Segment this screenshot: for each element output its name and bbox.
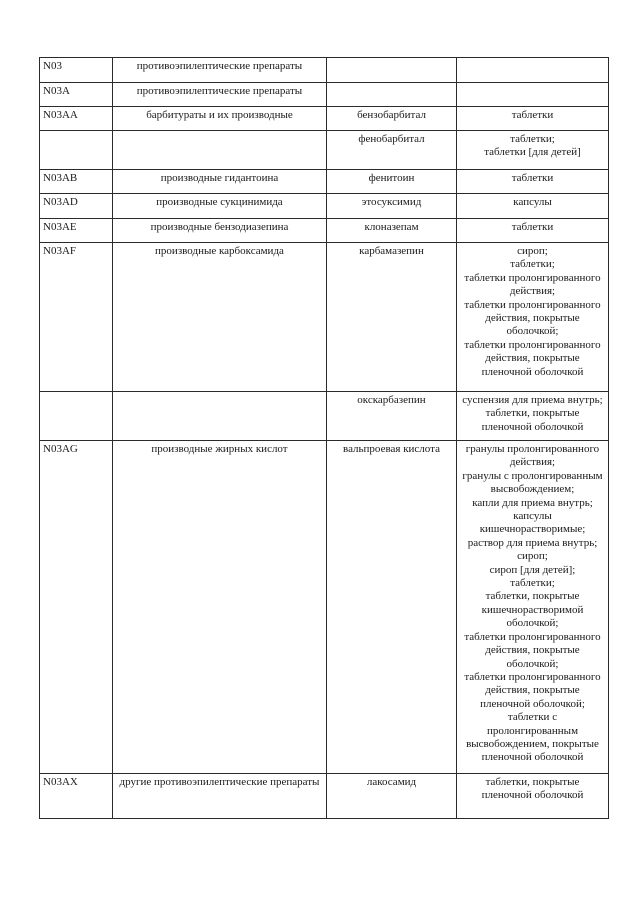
dosage-form-line: гранулы пролонгированного — [465, 443, 600, 455]
table-row — [40, 58, 609, 83]
dosage-form-line: пленочной оболочкой — [481, 365, 584, 378]
dosage-form-line: капли для приема внутрь; — [472, 496, 593, 509]
atc-code-cell: N03AB — [40, 170, 113, 194]
dosage-form-line: действия; — [509, 285, 556, 298]
dosage-form-line: таблетки, покрытые — [485, 776, 580, 788]
dosage-form-line: таблетки; — [510, 577, 555, 590]
dosage-form-line: сироп; — [517, 550, 548, 563]
table-row — [40, 194, 609, 219]
dosage-forms-cell — [457, 219, 609, 243]
dosage-form-line: капсулы — [513, 196, 552, 208]
atc-code-cell: N03AF — [40, 243, 113, 392]
table-row — [40, 219, 609, 243]
dosage-form-line: таблетки — [511, 221, 554, 233]
table-row — [40, 107, 609, 131]
pharmacological-group-cell: противоэпилептические препараты — [113, 83, 327, 107]
pharmacological-group-cell: производные бензодиазепина — [113, 219, 327, 243]
dosage-form-line: таблетки пролонгированного — [464, 670, 601, 683]
dosage-forms-cell — [457, 392, 609, 441]
atc-code-cell — [40, 131, 113, 170]
pharmacological-group-cell — [113, 131, 327, 170]
dosage-form-line: сироп; — [517, 245, 548, 257]
drug-name-cell: фенитоин — [327, 170, 457, 194]
dosage-form-line: капсулы — [513, 510, 552, 523]
dosage-form-line: действия, покрытые — [485, 684, 580, 697]
atc-code-cell: N03A — [40, 83, 113, 107]
drug-classification-table — [39, 57, 609, 819]
pharmacological-group-cell: производные жирных кислот — [113, 441, 327, 774]
drug-name-cell: лакосамид — [327, 774, 457, 819]
dosage-forms-cell — [457, 243, 609, 392]
atc-code-cell: N03AA — [40, 107, 113, 131]
dosage-form-line: оболочкой; — [506, 617, 559, 630]
dosage-form-line: таблетки пролонгированного — [464, 338, 601, 351]
dosage-form-line: пленочной оболочкой — [481, 789, 584, 802]
atc-code-cell: N03AX — [40, 774, 113, 819]
dosage-form-line: таблетки пролонгированного — [464, 630, 601, 643]
dosage-forms-cell — [457, 83, 609, 107]
drug-name-cell: вальпроевая кислота — [327, 441, 457, 774]
dosage-form-line: пленочной оболочкой — [481, 751, 584, 764]
dosage-forms-cell — [457, 774, 609, 819]
dosage-form-line: гранулы с пролонгированным — [462, 469, 603, 482]
drug-name-cell — [327, 83, 457, 107]
table-row — [40, 774, 609, 819]
atc-code-cell: N03AG — [40, 441, 113, 774]
dosage-forms-cell — [457, 58, 609, 83]
dosage-form-line: таблетки с — [507, 711, 558, 724]
dosage-form-line: действия; — [509, 456, 556, 469]
dosage-form-line: таблетки; — [510, 258, 555, 271]
drug-name-cell: фенобарбитал — [327, 131, 457, 170]
table-row — [40, 131, 609, 170]
dosage-form-line: высвобождением; — [490, 483, 575, 496]
dosage-form-line: действия, покрытые — [485, 312, 580, 325]
atc-code-cell: N03 — [40, 58, 113, 83]
drug-name-cell: карбамазепин — [327, 243, 457, 392]
pharmacological-group-cell: противоэпилептические препараты — [113, 58, 327, 83]
pharmacological-group-cell: барбитураты и их производные — [113, 107, 327, 131]
dosage-form-line: таблетки, покрытые — [485, 407, 580, 420]
dosage-form-line: суспензия для приема внутрь; — [462, 394, 603, 406]
table-row — [40, 170, 609, 194]
dosage-form-line: оболочкой; — [506, 325, 559, 338]
dosage-form-line: действия, покрытые — [485, 644, 580, 657]
dosage-form-line: таблетки — [511, 172, 554, 184]
dosage-form-line: раствор для приема внутрь; — [467, 536, 598, 549]
dosage-form-line: кишечнорастворимые; — [479, 523, 586, 536]
dosage-form-line: сироп [для детей]; — [489, 563, 576, 576]
dosage-form-line: пленочной оболочкой — [481, 420, 584, 433]
dosage-form-line: таблетки пролонгированного — [464, 271, 601, 284]
dosage-form-line: таблетки; — [510, 133, 555, 145]
dosage-form-line: таблетки пролонгированного — [464, 298, 601, 311]
dosage-forms-cell — [457, 170, 609, 194]
drug-name-cell: окскарбазепин — [327, 392, 457, 441]
pharmacological-group-cell: производные карбоксамида — [113, 243, 327, 392]
dosage-form-line: таблетки — [511, 109, 554, 121]
dosage-forms-cell — [457, 131, 609, 170]
dosage-forms-cell — [457, 194, 609, 219]
pharmacological-group-cell — [113, 392, 327, 441]
drug-name-cell: клоназепам — [327, 219, 457, 243]
dosage-form-line: пролонгированным — [486, 724, 579, 737]
pharmacological-group-cell: производные гидантоина — [113, 170, 327, 194]
atc-code-cell — [40, 392, 113, 441]
table-row — [40, 441, 609, 774]
dosage-form-line: высвобождением, покрытые — [466, 737, 599, 750]
drug-name-cell: этосуксимид — [327, 194, 457, 219]
dosage-form-line: таблетки [для детей] — [484, 146, 581, 159]
atc-code-cell: N03AD — [40, 194, 113, 219]
atc-code-cell: N03AE — [40, 219, 113, 243]
table-row — [40, 83, 609, 107]
dosage-form-line: пленочной оболочкой; — [480, 697, 585, 710]
drug-name-cell — [327, 58, 457, 83]
pharmacological-group-cell: производные сукцинимида — [113, 194, 327, 219]
dosage-form-line: кишечнорастворимой — [481, 603, 584, 616]
table-row — [40, 243, 609, 392]
pharmacological-group-cell: другие противоэпилептические препараты — [113, 774, 327, 819]
table-row — [40, 392, 609, 441]
drug-name-cell: бензобарбитал — [327, 107, 457, 131]
dosage-form-line: оболочкой; — [506, 657, 559, 670]
dosage-forms-cell — [457, 107, 609, 131]
dosage-forms-cell — [457, 441, 609, 774]
dosage-form-line: таблетки, покрытые — [485, 590, 580, 603]
dosage-form-line: действия, покрытые — [485, 352, 580, 365]
